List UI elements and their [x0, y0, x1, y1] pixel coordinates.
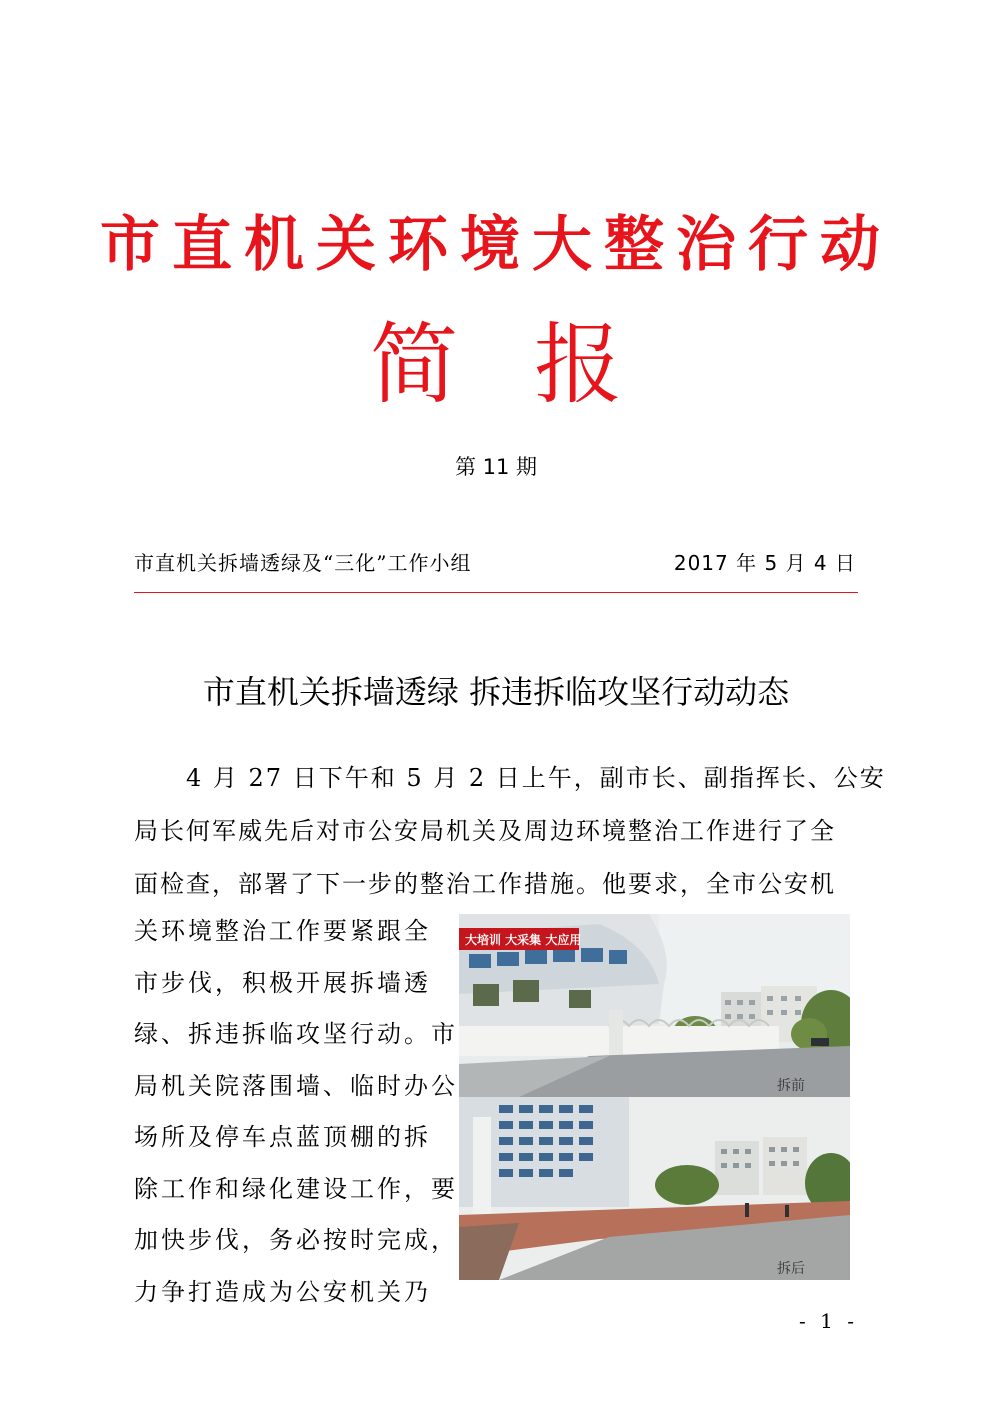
text-line: 除工作和绿化建设工作，要: [134, 1174, 458, 1203]
text-line: 绿、拆违拆临攻坚行动。市: [134, 1020, 458, 1048]
text-line: 4 月 27 日下午和 5 月 2 日上午，副市长、副指挥长、公安: [134, 764, 886, 792]
header-divider: [134, 592, 858, 593]
text-line: 加快步伐，务必按时完成，: [134, 1226, 458, 1254]
text-line: 场所及停车点蓝顶棚的拆: [134, 1123, 431, 1151]
photo-caption-after: 拆后: [777, 1261, 805, 1277]
brief-title: [0, 315, 992, 415]
issuer: 市直机关拆墙透绿及“三化”工作小组: [134, 551, 472, 575]
brief-char-1: 简: [369, 313, 458, 416]
text-line: 市步伐，积极开展拆墙透: [134, 968, 431, 997]
text-line: 局机关院落围墙、临时办公: [134, 1071, 458, 1100]
masthead-title: 市直机关环境大整治行动: [100, 210, 892, 280]
photo-after: [459, 1097, 850, 1280]
brief-char-2: 报: [534, 313, 623, 416]
text-line: 关环境整治工作要紧跟全: [134, 917, 431, 945]
article-paragraph-wrapped: [134, 906, 458, 1318]
photo-caption-before: 拆前: [777, 1078, 805, 1094]
article-headline: 市直机关拆墙透绿 拆违拆临攻坚行动动态: [202, 673, 790, 711]
article-paragraph-top: [134, 752, 886, 911]
text-line: 面检查，部署了下一步的整治工作措施。他要求，全市公安机: [134, 870, 836, 898]
issue-number: 第 11 期: [454, 455, 538, 479]
page-number: - 1 -: [799, 1309, 858, 1333]
photo-before: [459, 914, 850, 1097]
issue-date: 2017 年 5 月 4 日: [673, 551, 856, 575]
banner-text: 大培训 大采集 大应用: [465, 933, 582, 947]
text-line: 力争打造成为公安机关乃: [134, 1277, 431, 1306]
text-line: 局长何军威先后对市公安局机关及周边环境整治工作进行了全: [134, 817, 836, 845]
